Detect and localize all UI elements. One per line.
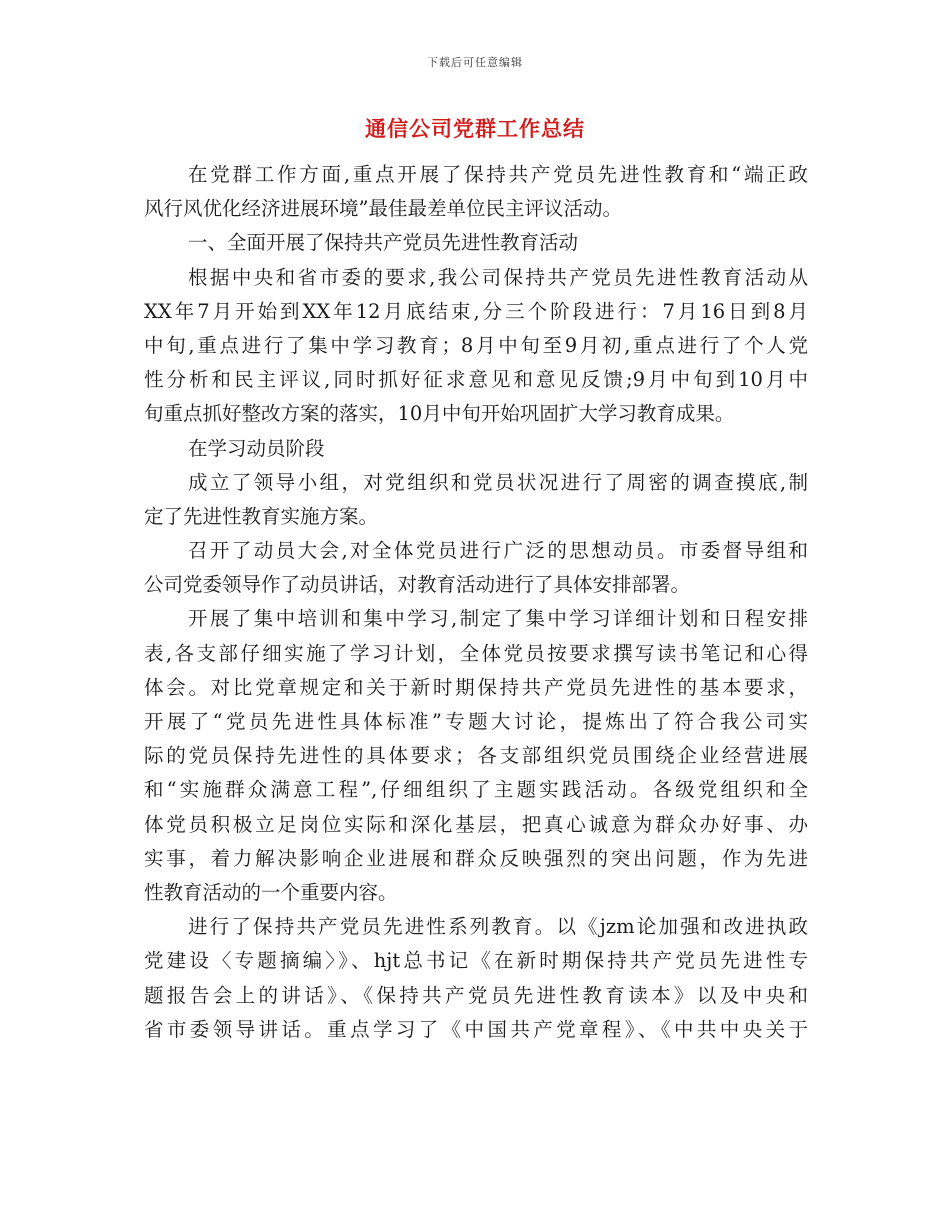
body-text-line: 进行了保持共产党员先进性系列教育。以《jzm论加强和改进执政 xyxy=(188,915,808,939)
page-header-note: 下载后可任意编辑 xyxy=(427,56,523,69)
body-text-line: 召开了动员大会,对全体党员进行广泛的思想动员。市委督导组和 xyxy=(188,539,808,563)
body-text-line: 省市委领导讲话。重点学习了《中国共产党章程》、《中共中央关于 xyxy=(144,1017,808,1041)
body-text-line: 中旬,重点进行了集中学习教育；8月中旬至9月初,重点进行了个人党 xyxy=(144,333,808,357)
body-text-line: 性教育活动的一个重要内容。 xyxy=(144,880,398,904)
body-text-line: XX年7月开始到XX年12月底结束,分三个阶段进行：7月16日到8月 xyxy=(144,299,808,323)
body-text-line: 表,各支部仔细实施了学习计划，全体党员按要求撰写读书笔记和心得 xyxy=(144,641,808,665)
body-text-line: 际的党员保持先进性的具体要求；各支部组织党员围绕企业经营进展 xyxy=(144,744,808,768)
body-text-line: 旬重点抓好整改方案的落实，10月中旬开始巩固扩大学习教育成果。 xyxy=(144,402,735,426)
body-text-line: 体会。对比党章规定和关于新时期保持共产党员先进性的基本要求， xyxy=(144,675,808,699)
body-text-line: 实事，着力解决影响企业进展和群众反映强烈的突出问题，作为先进 xyxy=(144,846,808,870)
body-text-line: 题报告会上的讲话》、《保持共产党员先进性教育读本》以及中央和 xyxy=(144,983,808,1007)
body-text-line: 一、全面开展了保持共产党员先进性教育活动 xyxy=(188,231,579,255)
body-text-line: 开展了“党员先进性具体标准”专题大讨论，提炼出了符合我公司实 xyxy=(144,710,808,733)
body-text-line: 风行风优化经济进展环境”最佳最差单位民主评议活动。 xyxy=(144,197,622,221)
body-text-line: 公司党委领导作了动员讲话，对教育活动进行了具体安排部署。 xyxy=(144,573,691,597)
body-text-line: 开展了集中培训和集中学习,制定了集中学习详细计划和日程安排 xyxy=(188,607,808,631)
body-text-line: 根据中央和省市委的要求,我公司保持共产党员先进性教育活动从 xyxy=(188,265,808,289)
body-text-line: 性分析和民主评议,同时抓好征求意见和意见反馈;9月中旬到10月中 xyxy=(144,368,808,392)
body-text-line: 和“实施群众满意工程”,仔细组织了主题实践活动。各级党组织和全 xyxy=(144,778,808,802)
document-body xyxy=(144,158,808,1047)
body-text-line: 成立了领导小组，对党组织和党员状况进行了周密的调查摸底,制 xyxy=(188,470,808,494)
document-title: 通信公司党群工作总结 xyxy=(365,116,585,141)
body-text-line: 在学习动员阶段 xyxy=(188,436,325,460)
body-text-line: 体党员积极立足岗位实际和深化基层，把真心诚意为群众办好事、办 xyxy=(144,812,808,836)
body-text-line: 定了先进性教育实施方案。 xyxy=(144,504,379,528)
body-text-line: 在党群工作方面,重点开展了保持共产党员先进性教育和“端正政 xyxy=(188,163,808,186)
body-text-line: 党建设〈专题摘编〉》、hjt总书记《在新时期保持共产党员先进性专 xyxy=(144,949,808,973)
